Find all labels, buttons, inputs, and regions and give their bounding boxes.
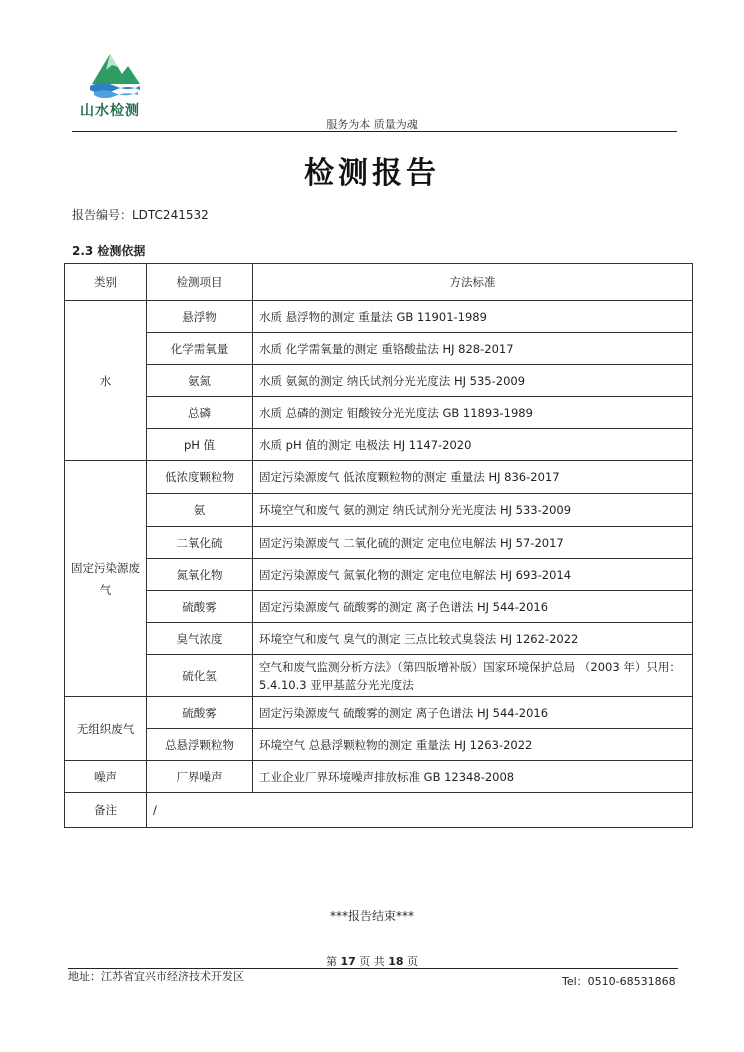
table-row [65,527,693,559]
method-cell: 固定污染源废气 硫酸雾的测定 离子色谱法 HJ 544-2016 [253,591,693,623]
item-cell: 二氧化硫 [147,527,253,559]
table-row [65,729,693,761]
table-row [65,365,693,397]
method-cell: 环境空气和废气 臭气的测定 三点比较式臭袋法 HJ 1262-2022 [253,623,693,655]
section-title: 2.3 检测依据 [72,244,146,258]
remark-label: 备注 [65,793,147,828]
category-cell: 噪声 [65,761,147,793]
table-row [65,559,693,591]
table-row [65,429,693,461]
table-row [65,461,693,494]
table-header-row [65,264,693,301]
category-cell: 水 [65,301,147,461]
logo-text: 山水检测 [80,103,140,119]
item-cell: 氨氮 [147,365,253,397]
method-cell: 固定污染源废气 氮氧化物的测定 定电位电解法 HJ 693-2014 [253,559,693,591]
method-cell: 环境空气和废气 氨的测定 纳氏试剂分光光度法 HJ 533-2009 [253,494,693,527]
table-row [65,397,693,429]
header-category: 类别 [65,264,147,301]
item-cell: 硫酸雾 [147,591,253,623]
item-cell: 氨 [147,494,253,527]
remark-value: / [147,793,693,828]
page-total: 18 [388,955,404,968]
report-number: 报告编号：LDTC241532 [72,208,209,222]
method-cell: 工业企业厂界环境噪声排放标准 GB 12348-2008 [253,761,693,793]
item-cell: 厂界噪声 [147,761,253,793]
item-cell: 氮氧化物 [147,559,253,591]
method-cell: 固定污染源废气 硫酸雾的测定 离子色谱法 HJ 544-2016 [253,697,693,729]
item-cell: 总悬浮颗粒物 [147,729,253,761]
table-row [65,591,693,623]
method-cell: 水质 悬浮物的测定 重量法 GB 11901-1989 [253,301,693,333]
header-divider [72,131,677,132]
test-basis-table [64,263,693,828]
item-cell: 悬浮物 [147,301,253,333]
method-cell: 水质 pH 值的测定 电极法 HJ 1147-2020 [253,429,693,461]
method-cell: 环境空气 总悬浮颗粒物的测定 重量法 HJ 1263-2022 [253,729,693,761]
company-logo [80,48,150,119]
table-row [65,655,693,697]
table-row [65,697,693,729]
header-method: 方法标准 [253,264,693,301]
footer-tel: Tel：0510-68531868 [562,975,676,988]
item-cell: 硫酸雾 [147,697,253,729]
mountain-water-logo-icon [88,48,142,98]
item-cell: 臭气浓度 [147,623,253,655]
report-end-mark: ***报告结束*** [329,909,414,923]
item-cell: 总磷 [147,397,253,429]
table-row [65,301,693,333]
category-cell: 无组织废气 [65,697,147,761]
method-cell: 固定污染源废气 低浓度颗粒物的测定 重量法 HJ 836-2017 [253,461,693,494]
table-row [65,761,693,793]
table-row [65,333,693,365]
method-cell: 水质 氨氮的测定 纳氏试剂分光光度法 HJ 535-2009 [253,365,693,397]
item-cell: 低浓度颗粒物 [147,461,253,494]
method-cell: 水质 总磷的测定 钼酸铵分光光度法 GB 11893-1989 [253,397,693,429]
method-cell: 空气和废气监测分析方法》（第四版增补版）国家环境保护总局 （2003 年）只用：5.4.10.3 亚甲基蓝分光光度法 [253,655,693,697]
page-suffix: 页 [407,955,419,968]
table-row [65,494,693,527]
item-cell: 化学需氧量 [147,333,253,365]
header-item: 检测项目 [147,264,253,301]
method-cell: 固定污染源废气 二氧化硫的测定 定电位电解法 HJ 57-2017 [253,527,693,559]
table-row [65,623,693,655]
item-cell: 硫化氢 [147,655,253,697]
footer-address: 地址：江苏省宜兴市经济技术开发区 [68,970,244,983]
page-title: 检测报告 [304,156,440,191]
page-current: 17 [340,955,356,968]
item-cell: pH 值 [147,429,253,461]
page-prefix: 第 [325,955,337,968]
page-middle: 页 共 [359,955,385,968]
remark-row [65,793,693,828]
page-number [0,953,744,969]
category-cell: 固定污染源废气 [65,461,147,697]
method-cell: 水质 化学需氧量的测定 重铬酸盐法 HJ 828-2017 [253,333,693,365]
header-slogan: 服务为本 质量为魂 [326,118,418,131]
